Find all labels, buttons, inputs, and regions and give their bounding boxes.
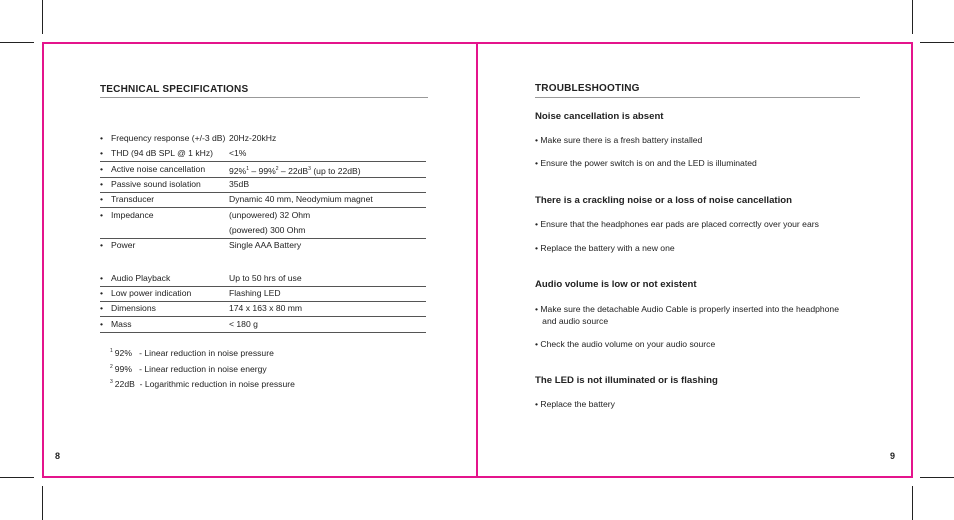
bullet-glyph: •: [100, 179, 104, 189]
spec-row: [100, 317, 426, 333]
spec-value: <1%: [229, 148, 247, 158]
bullet-text: • Check the audio volume on your audio source: [535, 339, 716, 349]
spec-value: (powered) 300 Ohm: [229, 225, 306, 235]
footnote-2: $^2$ 99% - Linear reduction in noise energy: [110, 364, 267, 374]
section-heading: Noise cancellation is absent: [535, 111, 664, 122]
bullet-text: • Ensure that the headphones ear pads are placed correctly over your ears: [535, 219, 819, 229]
spec-value: Up to 50 hrs of use: [229, 273, 302, 283]
left-page-frame: [42, 42, 478, 478]
section-heading: The LED is not illuminated or is flashing: [535, 375, 718, 386]
spec-value: 20Hz-20kHz: [229, 133, 277, 143]
spec-row: [100, 301, 426, 317]
spec-label: Frequency response (+/-3 dB): [111, 133, 226, 143]
spec-value: (unpowered) 32 Ohm: [229, 210, 311, 220]
title-rule: [535, 97, 860, 98]
spec-label: Impedance: [111, 210, 154, 220]
bullet-glyph: •: [100, 273, 104, 283]
crop-mark: [920, 477, 954, 478]
spec-value: 174 x 163 x 80 mm: [229, 303, 303, 313]
right-page-frame: [476, 42, 913, 478]
bullet-glyph: •: [100, 148, 104, 158]
spec-label: Passive sound isolation: [111, 179, 201, 189]
spec-label: Audio Playback: [111, 273, 171, 283]
spec-value: < 180 g: [229, 319, 258, 329]
crop-mark: [42, 486, 43, 520]
spec-row: [100, 271, 426, 287]
spec-label: THD (94 dB SPL @ 1 kHz): [111, 148, 214, 158]
spec-value: $92\%^1 - 99\%^2 - 22dB^3$ (up to 22dB): [229, 166, 361, 176]
bullet-glyph: •: [100, 194, 104, 204]
spec-row: [100, 238, 426, 253]
bullet-text: • Make sure the detachable Audio Cable is properly inserted into the headphone: [535, 304, 839, 314]
spec-row: [100, 208, 426, 239]
page-title: TECHNICAL SPECIFICATIONS: [100, 84, 249, 95]
bullet-text: • Replace the battery with a new one: [535, 243, 675, 253]
spec-row: [100, 286, 426, 302]
bullet-glyph: •: [100, 240, 104, 250]
bullet-glyph: •: [100, 288, 104, 298]
bullet-text: • Replace the battery: [535, 399, 615, 409]
spec-row: [100, 192, 426, 208]
bullet-glyph: •: [100, 303, 104, 313]
crop-mark: [920, 42, 954, 43]
crop-mark: [912, 486, 913, 520]
crop-mark: [0, 42, 34, 43]
spec-label: Mass: [111, 319, 132, 329]
spec-row: [100, 131, 426, 146]
section-heading: There is a crackling noise or a loss of noise cancellation: [535, 195, 792, 206]
spec-value: Single AAA Battery: [229, 240, 302, 250]
spec-row: [100, 162, 426, 178]
page-number-right: 9: [890, 451, 896, 461]
spec-value: 35dB: [229, 179, 250, 189]
bullet-glyph: •: [100, 210, 104, 220]
bullet-text: and audio source: [535, 316, 609, 326]
spec-value: Dynamic 40 mm, Neodymium magnet: [229, 194, 373, 204]
page-title: TROUBLESHOOTING: [535, 83, 640, 94]
spec-label: Active noise cancellation: [111, 164, 206, 174]
bullet-glyph: •: [100, 319, 104, 329]
spec-row: [100, 177, 426, 193]
bullet-text: • Make sure there is a fresh battery installed: [535, 135, 703, 145]
spec-label: Transducer: [111, 194, 155, 204]
spec-label: Dimensions: [111, 303, 156, 313]
crop-mark: [0, 477, 34, 478]
crop-mark: [912, 0, 913, 34]
footnote-3: $^3$ 22dB - Logarithmic reduction in noise pressure: [110, 379, 295, 389]
title-rule: [100, 97, 428, 98]
spec-label: Power: [111, 240, 136, 250]
footnote-1: $^1$ 92% - Linear reduction in noise pressure: [110, 348, 274, 358]
spec-label: Low power indication: [111, 288, 192, 298]
spec-value: Flashing LED: [229, 288, 281, 298]
bullet-text: • Ensure the power switch is on and the LED is illuminated: [535, 158, 757, 168]
bullet-glyph: •: [100, 133, 104, 143]
bullet-glyph: •: [100, 164, 104, 174]
section-heading: Audio volume is low or not existent: [535, 279, 697, 290]
page-number-left: 8: [55, 451, 61, 461]
crop-mark: [42, 0, 43, 34]
spec-row: [100, 146, 426, 162]
